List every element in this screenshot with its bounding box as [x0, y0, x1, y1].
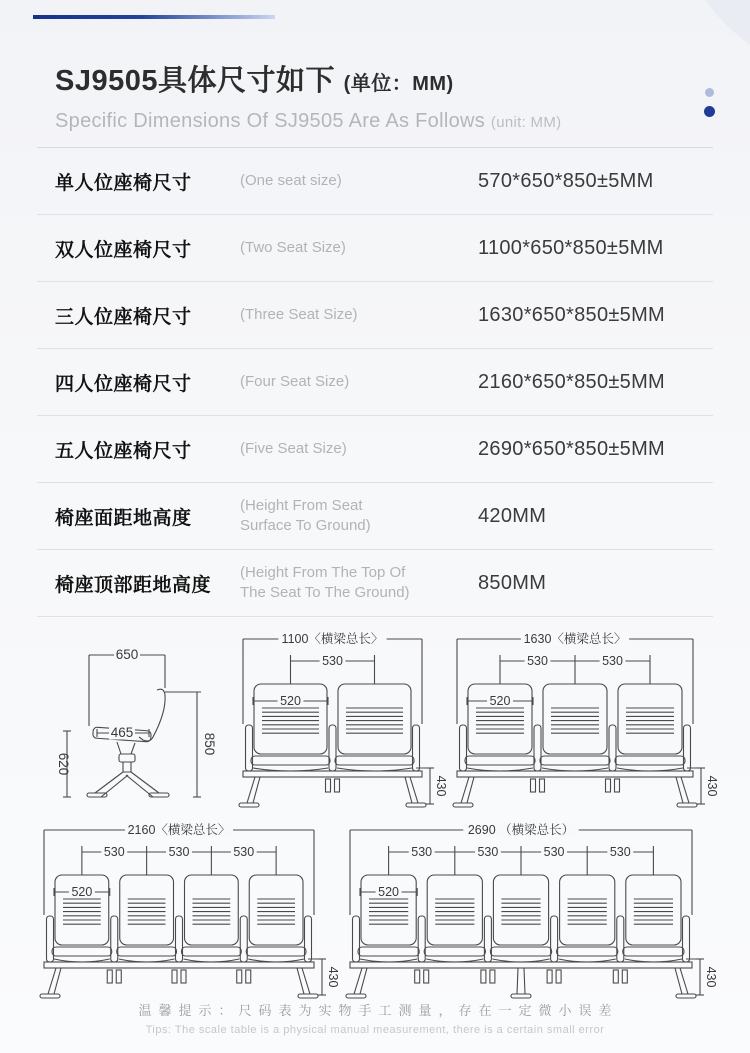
page-subtitle-text: Specific Dimensions Of SJ9505 Are As Follows — [55, 110, 486, 132]
row-label-cn: 椅座面距地高度 — [55, 507, 192, 529]
diagram-four-seat-front — [38, 819, 340, 1004]
svg-text:430: 430 — [705, 775, 719, 797]
dot-dark-icon — [704, 106, 715, 117]
table-row — [37, 349, 713, 416]
row-label-cn: 五人位座椅尺寸 — [55, 440, 192, 462]
svg-text:1630〈横梁总长〉: 1630〈横梁总长〉 — [523, 632, 627, 646]
dimension-diagrams — [37, 628, 719, 1004]
diagram-side-view — [37, 628, 227, 813]
diagram-row-1 — [37, 628, 719, 813]
footer-tips — [0, 1000, 750, 1036]
page-title-text: SJ9505具体尺寸如下 — [55, 65, 335, 97]
row-label-en-line1: (Four Seat Size) — [240, 372, 350, 390]
row-label-en-line2: The Seat To The Ground) — [240, 584, 410, 601]
svg-text:530: 530 — [168, 845, 190, 859]
svg-text:530: 530 — [609, 845, 631, 859]
dot-light-icon — [705, 88, 714, 97]
diagram-two-seat-front — [237, 628, 448, 813]
page-subtitle-unit: (unit: MM) — [490, 114, 562, 131]
svg-text:2160〈横梁总长〉: 2160〈横梁总长〉 — [127, 823, 231, 837]
row-value: 2690*650*850±5MM — [478, 437, 666, 460]
accent-gradient-line — [33, 15, 275, 19]
table-row — [37, 148, 713, 215]
page-subtitle — [55, 110, 695, 133]
svg-text:530: 530 — [543, 845, 565, 859]
row-label-en-line1: (Two Seat Size) — [240, 238, 346, 256]
row-value: 570*650*850±5MM — [478, 169, 654, 192]
svg-text:430: 430 — [326, 966, 340, 988]
svg-text:430: 430 — [433, 775, 448, 797]
row-label-en — [240, 238, 478, 258]
svg-text:530: 530 — [103, 845, 125, 859]
svg-text:530: 530 — [527, 654, 548, 668]
tip-text-cn: 温馨提示：尺码表为实物手工测量，存在一定微小误差 — [138, 1003, 619, 1018]
svg-text:530: 530 — [477, 845, 499, 859]
diagram-five-seat-front — [344, 819, 718, 1004]
row-value: 1100*650*850±5MM — [478, 236, 664, 259]
row-label-cn: 三人位座椅尺寸 — [55, 306, 192, 328]
table-row — [37, 550, 713, 617]
table-row — [37, 282, 713, 349]
row-value: 850MM — [478, 571, 547, 594]
svg-text:520: 520 — [279, 694, 301, 708]
row-label-cn: 四人位座椅尺寸 — [55, 373, 192, 395]
svg-text:530: 530 — [321, 654, 343, 668]
svg-text:520: 520 — [489, 694, 511, 708]
row-label-en-line1: (One seat size) — [240, 171, 342, 189]
svg-text:430: 430 — [704, 966, 718, 988]
table-row — [37, 416, 713, 483]
row-label-en — [240, 171, 478, 191]
page-title — [55, 58, 695, 99]
row-label-en-line2: Surface To Ground) — [240, 517, 371, 534]
row-value: 420MM — [478, 504, 547, 527]
spec-table — [37, 147, 713, 617]
diagram-row-2 — [37, 819, 718, 1004]
decor-dots — [704, 88, 715, 117]
svg-text:465: 465 — [110, 725, 134, 740]
diagram-three-seat-front — [451, 628, 719, 813]
header — [55, 58, 695, 133]
row-label-en — [240, 563, 478, 604]
row-label-en — [240, 372, 478, 392]
page-title-unit: (单位：MM) — [343, 73, 454, 95]
svg-text:530: 530 — [233, 845, 255, 859]
svg-text:2690 （横梁总长）: 2690 （横梁总长） — [467, 823, 575, 837]
row-label-cn: 椅座顶部距地高度 — [55, 574, 212, 596]
row-label-en — [240, 439, 478, 459]
table-row — [37, 483, 713, 550]
row-label-en — [240, 496, 478, 537]
row-value: 1630*650*850±5MM — [478, 303, 666, 326]
row-label-en-line1: (Three Seat Size) — [240, 305, 358, 323]
svg-text:620: 620 — [56, 752, 71, 776]
row-label-cn: 单人位座椅尺寸 — [55, 172, 192, 194]
svg-text:850: 850 — [202, 732, 217, 756]
row-label-en-line1: (Five Seat Size) — [240, 439, 347, 457]
row-label-en-line1: (Height From Seat — [240, 496, 363, 514]
svg-text:650: 650 — [115, 647, 139, 662]
svg-text:520: 520 — [378, 885, 400, 899]
row-label-cn: 双人位座椅尺寸 — [55, 239, 192, 261]
row-value: 2160*650*850±5MM — [478, 370, 666, 393]
svg-text:520: 520 — [71, 885, 93, 899]
table-row — [37, 215, 713, 282]
tip-text-en: Tips: The scale table is a physical manual measurement, there is a certain small error — [145, 1024, 605, 1036]
svg-text:1100〈横梁总长〉: 1100〈横梁总长〉 — [281, 632, 383, 646]
svg-text:530: 530 — [411, 845, 433, 859]
row-label-en — [240, 305, 478, 325]
svg-text:530: 530 — [602, 654, 623, 668]
row-label-en-line1: (Height From The Top Of — [240, 563, 406, 581]
